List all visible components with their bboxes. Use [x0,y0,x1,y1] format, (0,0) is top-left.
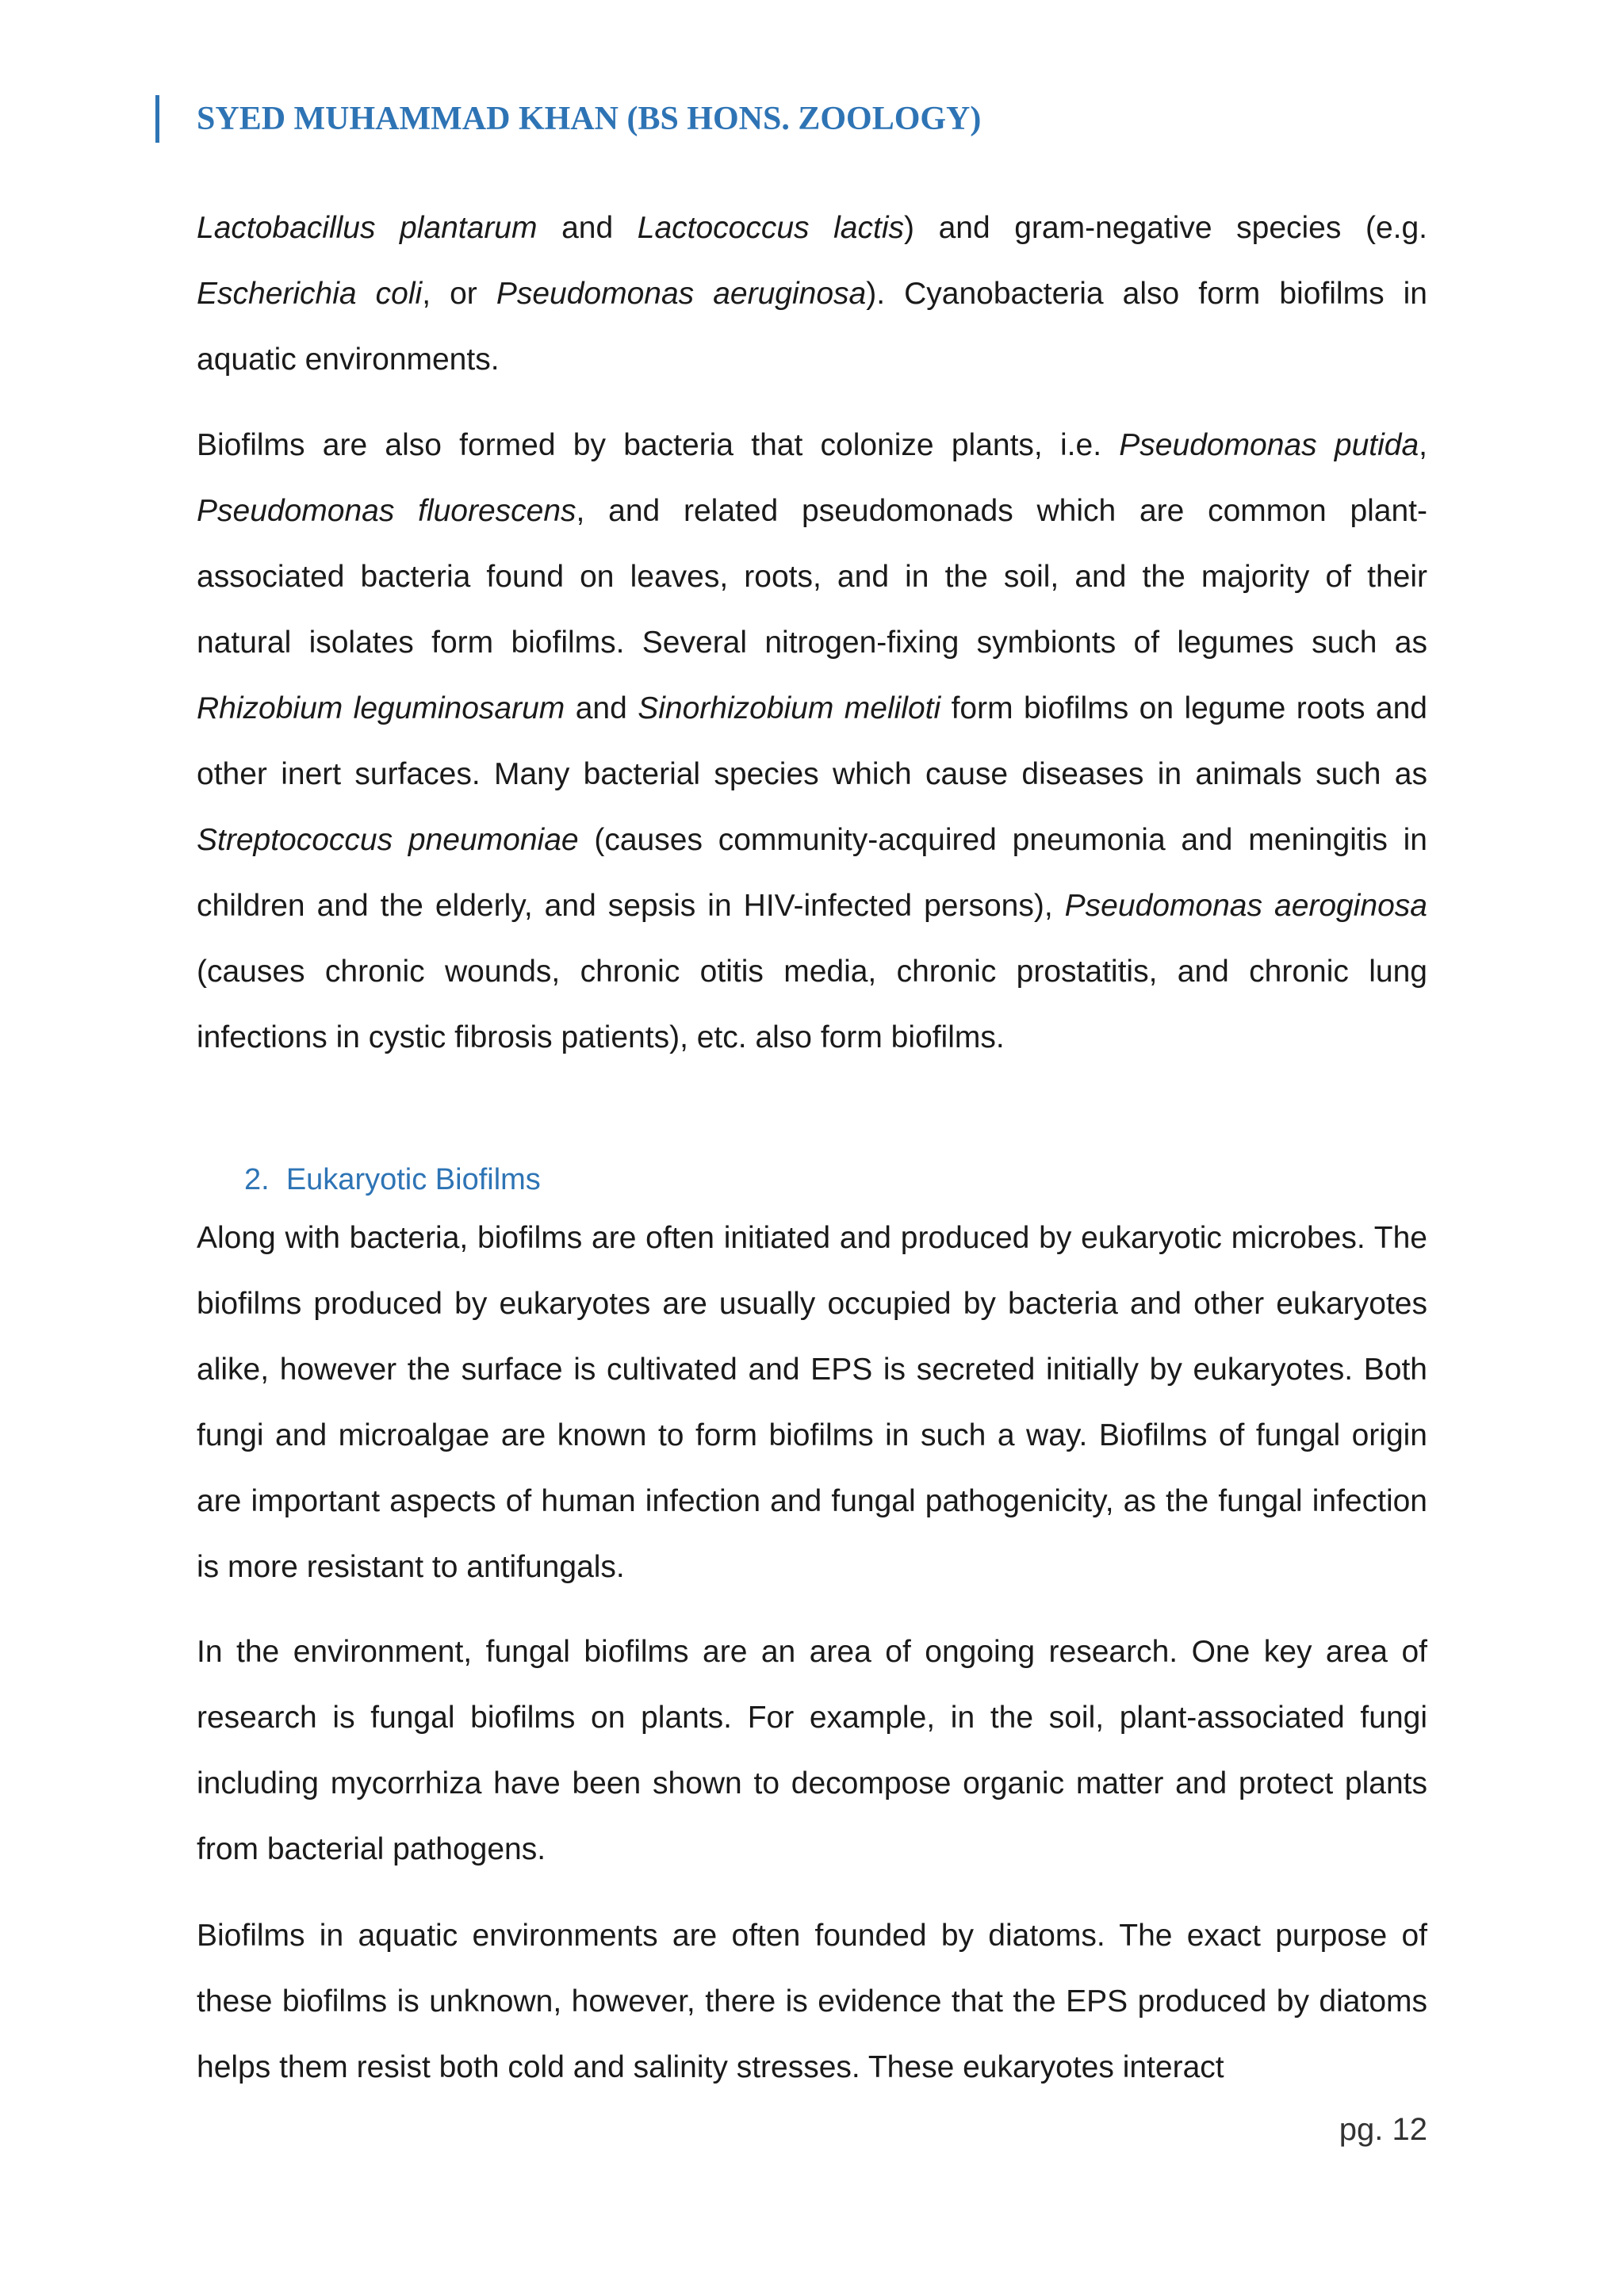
species-name-italic: Escherichia coli [197,277,423,311]
text-run: In the environment, fungal biofilms are an area of ongoing research. One key area of research is fungal biofilms on plants. For example, in the soil, plant-associated fungi including mycorrhiza have been shown to decompose organic matter and protect plants from bacterial pathogens. [197,1635,1427,1866]
species-name-italic: Rhizobium leguminosarum [197,691,565,725]
species-name-italic: Pseudomonas putida [1119,428,1419,462]
text-run: (causes chronic wounds, chronic otitis media, chronic prostatitis, and chronic lung infections in cystic fibrosis patients), etc. also form biofilms. [197,955,1427,1054]
text-run: , and related pseudomonads which are common plant-associated bacteria found on leaves, roots, and in the soil, and the majority of their natural isolates form biofilms. Several nitrogen-fixing symbionts of legumes such as [197,494,1427,660]
text-run: and [537,211,638,245]
species-name-italic: Lactococcus lactis [637,211,904,245]
species-name-italic: Sinorhizobium meliloti [638,691,941,725]
page-number: pg. 12 [1339,2112,1427,2147]
section-number: 2. [244,1163,270,1196]
paragraph-aquatic-diatoms [197,1903,1427,2100]
paragraph-text [197,1903,1427,2100]
species-name-italic: Streptococcus pneumoniae [197,823,579,857]
species-name-italic: Pseudomonas fluorescens [197,494,576,528]
paragraph-eukaryotic-microbes [197,1205,1427,1600]
paragraph-text [197,195,1427,392]
text-run: (causes community-acquired pneumonia and meningitis in children and the elderly, and sepsis in HIV-infected persons), [197,823,1427,923]
section-title: Eukaryotic Biofilms [285,1163,541,1196]
text-run: ). Cyanobacteria also form biofilms in aquatic environments. [197,277,1427,377]
species-name-italic: Lactobacillus plantarum [197,211,538,245]
text-run: , or [422,277,496,311]
text-run: Biofilms are also formed by bacteria that colonize plants, i.e. [197,428,1120,462]
text-run: , [1419,428,1427,462]
paragraph-text [197,412,1427,1070]
text-run: ) and gram-negative species (e.g. [904,211,1427,245]
header-author-title: SYED MUHAMMAD KHAN (BS HONS. ZOOLOGY) [197,101,982,137]
header-accent-bar [155,95,159,143]
species-name-italic: Pseudomonas aeruginosa [496,277,867,311]
text-run: Biofilms in aquatic environments are often founded by diatoms. The exact purpose of these biofilms is unknown, however, there is evidence that the EPS produced by diatoms helps them resist both cold and salinity stresses. These eukaryotes interact [197,1919,1427,2084]
paragraph-fungal-biofilms [197,1619,1427,1882]
species-name-italic: Pseudomonas aeroginosa [1064,889,1427,923]
text-run: Along with bacteria, biofilms are often initiated and produced by eukaryotic microbes. The biofilms produced by eukaryotes are usually occupied by bacteria and other eukaryotes alike, however the surface is cultivated and EPS is secreted initially by eukaryotes. Both fungi and microalgae are known to form biofilms in such a way. Biofilms of fungal origin are important aspects of human infection and fungal pathogenicity, as the fungal infection is more resistant to antifungals. [197,1221,1427,1584]
paragraph-plant-bacteria [197,412,1427,1070]
paragraph-bacteria-species [197,195,1427,392]
section-heading-eukaryotic-biofilms [244,1159,541,1200]
text-run: form biofilms on legume roots and other inert surfaces. Many bacterial species which cause diseases in animals such as [197,691,1427,791]
paragraph-text [197,1619,1427,1882]
paragraph-text [197,1205,1427,1600]
text-run: and [565,691,638,725]
